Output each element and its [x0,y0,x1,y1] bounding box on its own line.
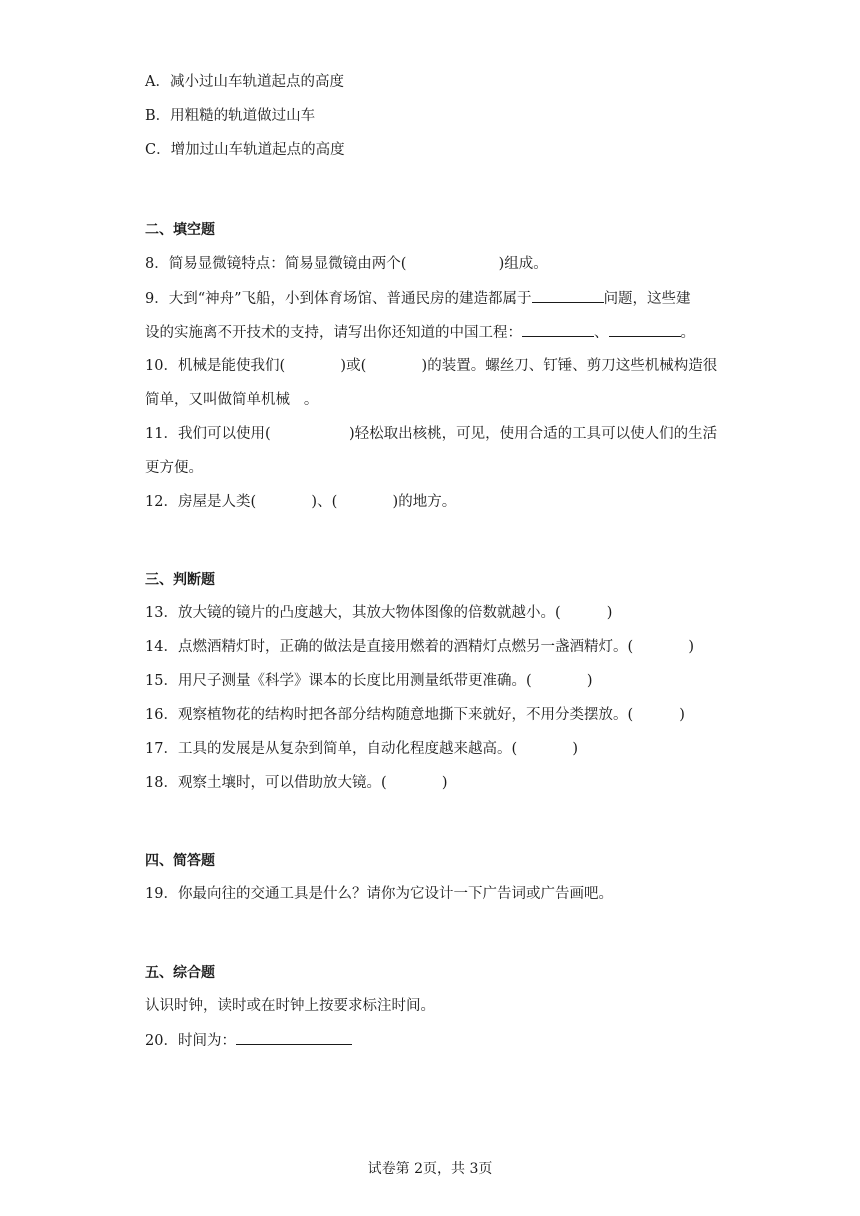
question-10-line-1: 10．机械是能使我们( )或( )的装置。螺丝刀、钉锤、剪刀这些机械构造很 [145,358,718,374]
question-20-text: 20．时间为： [145,1033,236,1049]
section-fill-heading: 二、填空题 [145,222,215,238]
question-9-line-2 [145,322,695,343]
question-15: 15．用尺子测量《科学》课本的长度比用测量纸带更准确。( ) [145,673,593,689]
question-18: 18．观察土壤时，可以借助放大镜。( ) [145,775,448,791]
question-11-line-1: 11．我们可以使用( )轻松取出核桃，可见，使用合适的工具可以使人们的生活 [145,426,718,442]
question-13: 13．放大镜的镜片的凸度越大，其放大物体图像的倍数就越小。( ) [145,605,613,621]
question-8: 8．简易显微镜特点：简易显微镜由两个( )组成。 [145,256,548,272]
answer-blank[interactable] [236,1030,352,1045]
section-judge-heading: 三、判断题 [145,572,215,588]
answer-blank[interactable] [522,322,594,337]
question-19: 19．你最向往的交通工具是什么？请你为它设计一下广告词或广告画吧。 [145,886,613,902]
question-9-text-2: 问题，这些建 [603,291,691,307]
question-9-text-1: 9．大到“神舟”飞船，小到体育场馆、普通民房的建造都属于 [145,291,532,307]
question-20-line [145,1030,352,1051]
option-c: C．增加过山车轨道起点的高度 [145,142,345,158]
question-9-text-3: 设的实施离不开技术的支持，请写出你还知道的中国工程： [145,325,522,341]
question-11-line-2: 更方便。 [145,460,203,476]
option-b: B．用粗糙的轨道做过山车 [145,108,316,124]
section-short-heading: 四、简答题 [145,853,215,869]
page-footer: 试卷第 2页，共 3页 [367,1161,493,1177]
question-17: 17．工具的发展是从复杂到简单，自动化程度越来越高。( ) [145,741,579,757]
question-10-line-2: 简单，又叫做简单机械 。 [145,392,319,408]
question-12: 12．房屋是人类( )、( )的地方。 [145,494,457,510]
answer-blank[interactable] [532,288,604,303]
question-9-separator: 、 [594,325,609,341]
answer-blank[interactable] [609,322,681,337]
question-16: 16．观察植物花的结构时把各部分结构随意地撕下来就好，不用分类摆放。( ) [145,707,685,723]
comprehensive-intro: 认识时钟，读时或在时钟上按要求标注时间。 [145,998,435,1014]
question-14: 14．点燃酒精灯时，正确的做法是直接用燃着的酒精灯点燃另一盏酒精灯。( ) [145,639,695,655]
question-9-end: 。 [680,325,695,341]
section-comp-heading: 五、综合题 [145,965,215,981]
question-9-line-1 [145,288,691,309]
option-a: A．减小过山车轨道起点的高度 [145,74,344,90]
